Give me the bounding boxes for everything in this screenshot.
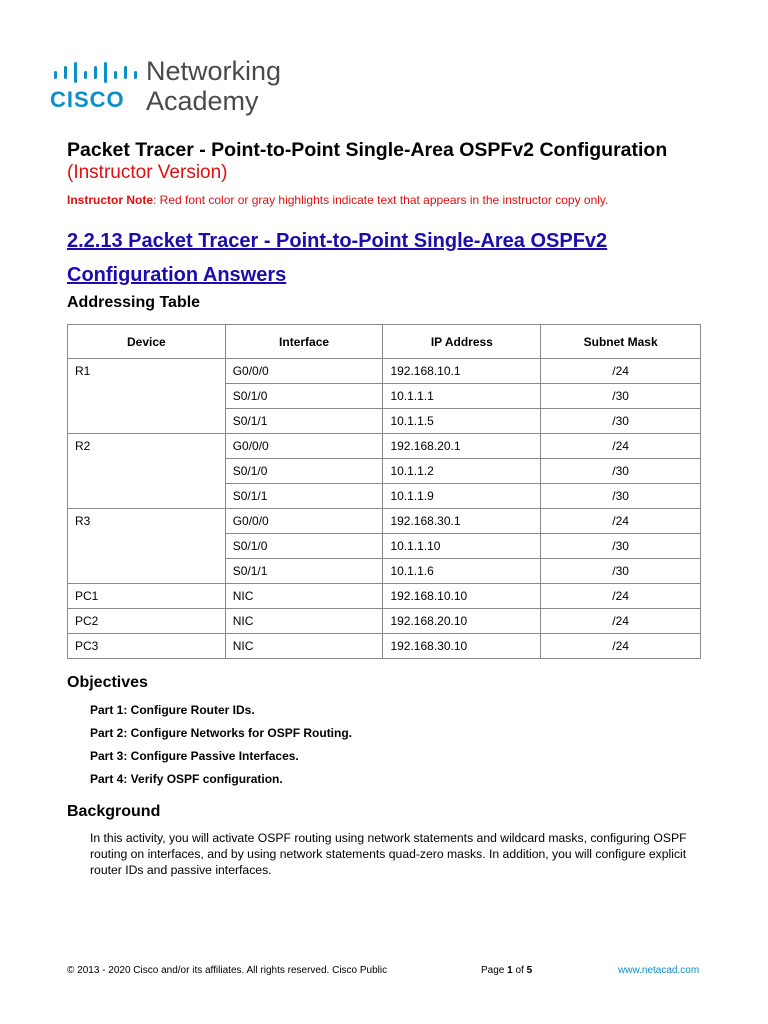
addressing-table-heading: Addressing Table [67,294,201,311]
cell-device: R2 [68,434,226,459]
cell-device [68,409,226,434]
cell-ip: 192.168.30.1 [383,509,541,534]
cell-interface: S0/1/0 [225,534,383,559]
table-row [68,509,701,534]
instructor-note [67,193,608,207]
cell-device: R1 [68,359,226,384]
cell-interface: NIC [225,634,383,659]
column-header-device: Device [68,325,226,359]
cell-device: PC3 [68,634,226,659]
cell-interface: S0/1/0 [225,459,383,484]
answers-link[interactable]: 2.2.13 Packet Tracer - Point-to-Point Single-Area OSPFv2 Configuration Answers [67,230,608,286]
table-row [68,584,701,609]
table-row [68,534,701,559]
document-subtitle: (Instructor Version) [67,162,228,183]
table-row [68,459,701,484]
cell-device [68,559,226,584]
instructor-note-text: : Red font color or gray highlights indicate text that appears in the instructor copy only. [153,193,609,207]
table-row [68,634,701,659]
footer-copyright: © 2013 - 2020 Cisco and/or its affiliates. All rights reserved. Cisco Public [67,965,388,976]
cisco-networking-academy-logo [50,56,310,118]
document-title: Packet Tracer - Point-to-Point Single-Area OSPFv2 Configuration [67,139,668,161]
column-header-interface: Interface [225,325,383,359]
cell-ip: 10.1.1.9 [383,484,541,509]
cell-ip: 192.168.10.1 [383,359,541,384]
background-paragraph: In this activity, you will activate OSPF routing using network statements and wildcard masks, configuring OSPF routing on interfaces, and by using network statements quad-zero masks. In addition, you will configure explicit router IDs and passive interfaces. [90,831,687,877]
cisco-bridge-bars-icon [54,62,140,84]
page-of: of [515,965,524,976]
cell-mask: /30 [541,384,701,409]
cell-ip: 10.1.1.10 [383,534,541,559]
cell-mask: /24 [541,609,701,634]
logo-networking-text: Networking [146,56,282,86]
table-row [68,559,701,584]
cell-mask: /30 [541,534,701,559]
table-row [68,359,701,384]
background-heading: Background [67,803,161,820]
footer-page-number [481,965,532,976]
cell-device [68,534,226,559]
objective-item: Part 1: Configure Router IDs. [90,703,255,717]
page-label: Page [481,965,505,976]
cell-mask: /24 [541,509,701,534]
cell-ip: 10.1.1.1 [383,384,541,409]
objective-item: Part 2: Configure Networks for OSPF Routing. [90,726,353,740]
cell-mask: /24 [541,584,701,609]
cell-ip: 192.168.20.10 [383,609,541,634]
instructor-note-label: Instructor Note [67,193,154,207]
cell-mask: /30 [541,484,701,509]
logo-academy-text: Academy [146,86,259,116]
netacad-link[interactable]: www.netacad.com [618,965,700,976]
logo-cisco-text: CISCO [50,87,125,112]
cell-mask: /30 [541,459,701,484]
cell-interface: G0/0/0 [225,359,383,384]
cell-mask: /24 [541,634,701,659]
cell-mask: /30 [541,409,701,434]
footer-url[interactable] [618,965,699,976]
cell-device: PC2 [68,609,226,634]
cell-device [68,384,226,409]
cell-ip: 10.1.1.5 [383,409,541,434]
cell-ip: 10.1.1.6 [383,559,541,584]
cell-device: PC1 [68,584,226,609]
cell-ip: 192.168.30.10 [383,634,541,659]
cell-interface: S0/1/0 [225,384,383,409]
column-header-subnet-mask: Subnet Mask [541,325,701,359]
objective-item: Part 3: Configure Passive Interfaces. [90,749,299,763]
table-row [68,609,701,634]
cell-interface: S0/1/1 [225,409,383,434]
table-row [68,384,701,409]
cell-interface: S0/1/1 [225,484,383,509]
table-row [68,484,701,509]
table-row [68,434,701,459]
page-current: 1 [507,965,513,976]
cell-interface: S0/1/1 [225,559,383,584]
table-header-row [68,325,701,359]
table-row [68,409,701,434]
column-header-ip-address: IP Address [383,325,541,359]
cell-interface: G0/0/0 [225,434,383,459]
objective-item: Part 4: Verify OSPF configuration. [90,772,283,786]
cell-interface: G0/0/0 [225,509,383,534]
cell-device: R3 [68,509,226,534]
addressing-table [67,324,701,659]
objectives-heading: Objectives [67,674,148,691]
cell-interface: NIC [225,609,383,634]
cell-mask: /24 [541,359,701,384]
cell-mask: /30 [541,559,701,584]
cell-ip: 192.168.10.10 [383,584,541,609]
cell-device [68,459,226,484]
page-total: 5 [526,965,533,976]
cell-ip: 192.168.20.1 [383,434,541,459]
cell-device [68,484,226,509]
cell-ip: 10.1.1.2 [383,459,541,484]
cell-interface: NIC [225,584,383,609]
cell-mask: /24 [541,434,701,459]
